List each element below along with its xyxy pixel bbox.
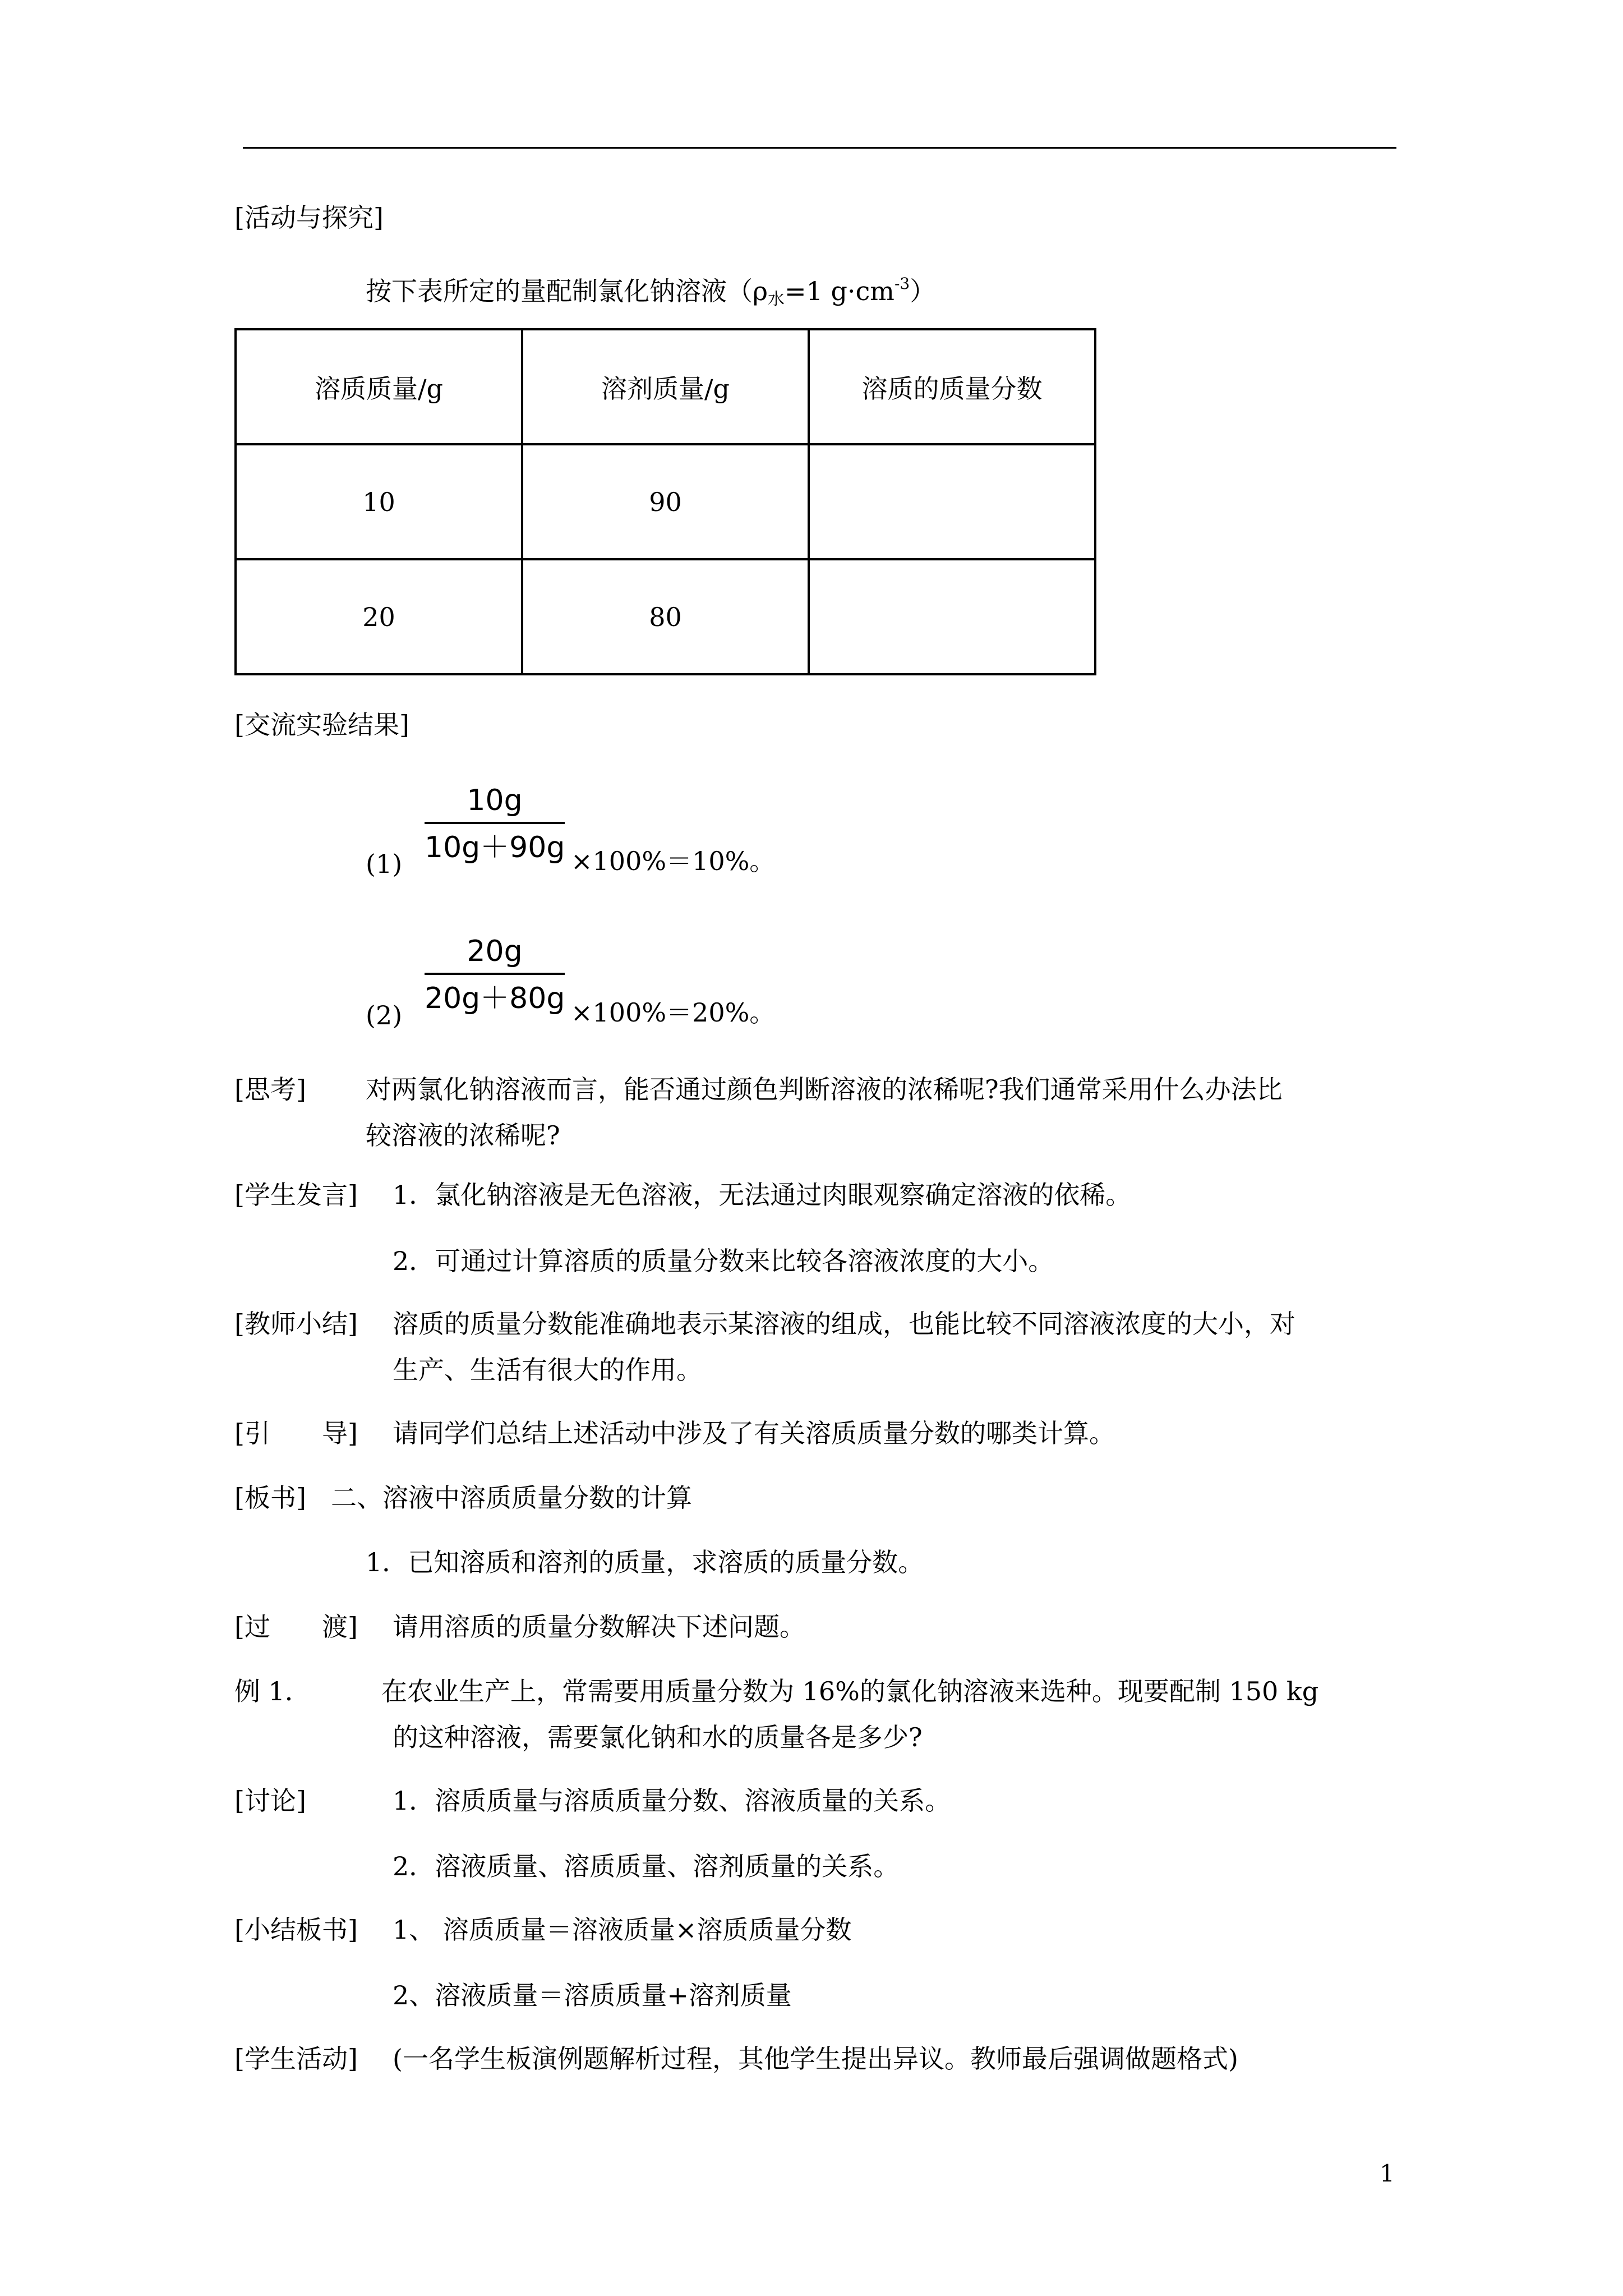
think-line1: 对两氯化钠溶液而言，能否通过颜色判断溶液的浓稀呢?我们通常采用什么办法比 [366, 1074, 1283, 1105]
table-row [236, 444, 1095, 559]
discussion-tag: [讨论] [234, 1786, 306, 1816]
board-tag: [板书] [234, 1483, 306, 1513]
formula1-label: (1) [366, 849, 403, 879]
student-speech-line2: 2．可通过计算溶质的质量分数来比较各溶液浓度的大小。 [393, 1246, 1054, 1276]
intro-text [366, 267, 935, 316]
teacher-summary-tag: [教师小结] [234, 1309, 358, 1339]
discussion-item2: 2．溶液质量、溶质质量、溶剂质量的关系。 [393, 1851, 900, 1881]
student-speech-tag: [学生发言] [234, 1180, 358, 1210]
formula1-result: ×100%＝10%。 [571, 846, 776, 876]
transition-tag: [过 渡] [234, 1612, 358, 1642]
think-tag: [思考] [234, 1074, 306, 1105]
table-header-cell: 溶剂质量/g [522, 329, 809, 444]
formula2-denominator: 20g＋80g [425, 982, 565, 1015]
table-cell: 90 [522, 444, 809, 559]
formula1-denominator: 10g＋90g [425, 831, 565, 864]
example1-tag: 例 1． [234, 1676, 311, 1706]
section-results-heading: [交流实验结果] [234, 710, 409, 740]
intro-text-main: 按下表所定的量配制氯化钠溶液（ρ [366, 276, 768, 306]
fraction-bar [425, 973, 565, 975]
solution-table [234, 328, 1096, 675]
think-line2: 较溶液的浓稀呢? [366, 1120, 560, 1151]
header-rule [243, 147, 1396, 149]
table-cell: 10 [236, 444, 522, 559]
example1-line2: 的这种溶液，需要氯化钠和水的质量各是多少? [393, 1722, 923, 1752]
discussion-item1: 1．溶质质量与溶质质量分数、溶液质量的关系。 [393, 1786, 951, 1816]
summary-board-tag: [小结板书] [234, 1915, 358, 1945]
formula1-fraction [425, 783, 565, 866]
student-speech-line1: 1．氯化钠溶液是无色溶液，无法通过肉眼观察确定溶液的依稀。 [393, 1180, 1132, 1210]
fraction-bar [425, 822, 565, 824]
board-item1: 1．已知溶质和溶剂的质量，求溶质的质量分数。 [366, 1547, 924, 1577]
transition-text: 请用溶质的质量分数解决下述问题。 [393, 1612, 805, 1642]
guide-text: 请同学们总结上述活动中涉及了有关溶质质量分数的哪类计算。 [393, 1418, 1115, 1448]
student-activity-text: (一名学生板演例题解析过程，其他学生提出异议。教师最后强调做题格式) [393, 2044, 1238, 2074]
table-cell [809, 444, 1095, 559]
table-header-row [236, 329, 1095, 444]
board-text: 二、溶液中溶质质量分数的计算 [331, 1483, 692, 1513]
example1-line1: 在农业生产上，常需要用质量分数为 16%的氯化钠溶液来选种。现要配制 150 kg [381, 1676, 1319, 1706]
formula2-label: (2) [366, 1000, 403, 1030]
table-cell [809, 559, 1095, 674]
formula2-result: ×100%＝20%。 [571, 997, 776, 1028]
formula2-numerator: 20g [467, 935, 523, 968]
guide-tag: [引 导] [234, 1418, 358, 1448]
formula2-fraction [425, 933, 565, 1016]
intro-text-unit: =1 g·cm [785, 276, 895, 306]
density-subscript: 水 [768, 289, 785, 309]
formula1-numerator: 10g [467, 784, 523, 817]
table-header-cell: 溶质的质量分数 [809, 329, 1095, 444]
intro-text-end: ） [910, 276, 936, 306]
section-activity-heading: [活动与探究] [234, 203, 384, 233]
table-header-cell: 溶质质量/g [236, 329, 522, 444]
page-number: 1 [1380, 2160, 1395, 2187]
teacher-summary-line1: 溶质的质量分数能准确地表示某溶液的组成，也能比较不同溶液浓度的大小，对 [393, 1309, 1295, 1339]
table-cell: 80 [522, 559, 809, 674]
summary-board-item2: 2、溶液质量＝溶质质量+溶剂质量 [393, 1980, 792, 2010]
table-row [236, 559, 1095, 674]
student-activity-tag: [学生活动] [234, 2044, 358, 2074]
summary-board-item1: 1、 溶质质量＝溶液质量×溶质质量分数 [393, 1915, 852, 1945]
unit-superscript: -3 [894, 274, 910, 293]
table-cell: 20 [236, 559, 522, 674]
teacher-summary-line2: 生产、生活有很大的作用。 [393, 1355, 702, 1385]
